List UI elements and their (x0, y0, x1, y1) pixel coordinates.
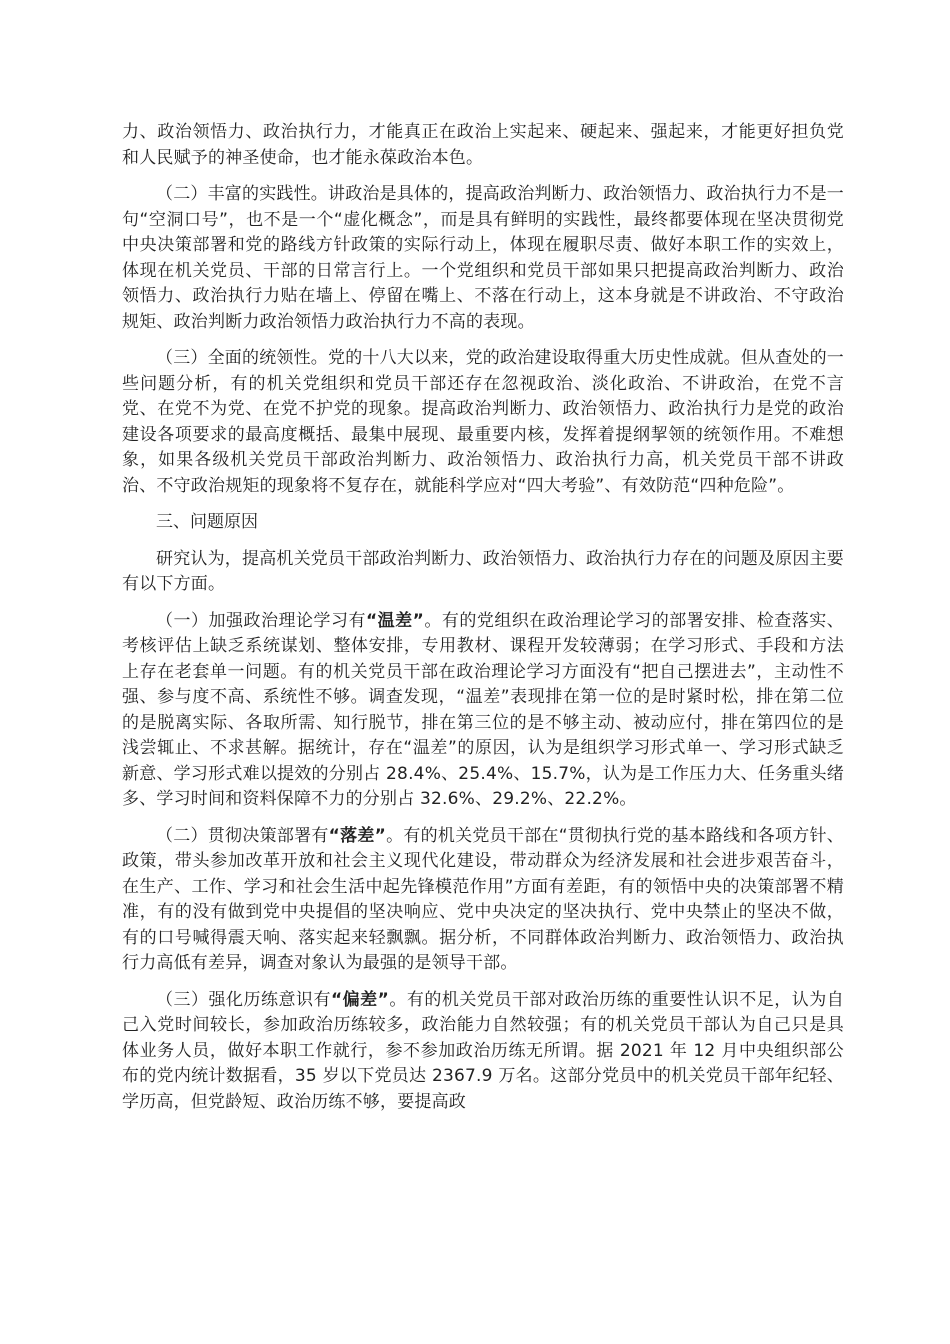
paragraph-implementation-gap (122, 824, 844, 977)
section-heading-causes: 三、问题原因 (156, 512, 258, 532)
paragraph-lead: （二）贯彻决策部署有 (156, 825, 329, 846)
paragraph-temperature-gap (122, 609, 844, 813)
paragraph-continuation: 力、政治领悟力、政治执行力，才能真正在政治上实起来、硬起来、强起来，才能更好担负党和人民赋予的神圣使命，也才能永葆政治本色。 (122, 122, 844, 168)
paragraph-research-intro: 研究认为，提高机关党员干部政治判断力、政治领悟力、政治执行力存在的问题及原因主要有以下方面。 (122, 548, 844, 594)
paragraph-training-gap (122, 988, 844, 1116)
paragraph-body: 。有的党组织在政治理论学习的部署安排、检查落实、考核评估上缺乏系统谋划、整体安排，专用教材、课程开发较薄弱；在学习形式、手段和方法上存在老套单一问题。有的机关党员干部在政治理论学习方面没有“把自己摆进去”，主动性不强、参与度不高、系统性不够。调查发现，“温差”表现排在第一位的是时紧时松，排在第二位的是脱离实际、各取所需、知行脱节，排在第三位的是不够主动、被动应付，排在第四位的是浅尝辄止、不求甚解。据统计，存在“温差”的原因，认为是组织学习形式单一、学习形式缺乏新意、学习形式难以提效的分别占 28.4%、25.4%、15.7%，认为是工作压力大、任务重头绪多、学习时间和资料保障不力的分别占 32.6%、29.2%、22.2%。 (122, 610, 844, 809)
paragraph-leadership: （三）全面的统领性。党的十八大以来，党的政治建设取得重大历史性成就。但从查处的一些问题分析，有的机关党组织和党员干部还存在忽视政治、淡化政治、不讲政治，在党不言党、在党不为党、在党不护党的现象。提高政治判断力、政治领悟力、政治执行力是党的政治建设各项要求的最高度概括、最集中展现、最重要内核，发挥着提纲挈领的统领作用。不难想象，如果各级机关党员干部政治判断力、政治领悟力、政治执行力高，机关党员干部不讲政治、不守政治规矩的现象将不复存在，就能科学应对“四大考验”、有效防范“四种危险”。 (122, 348, 844, 496)
emphasis-term: “落差” (328, 825, 386, 846)
paragraph-practicality: （二）丰富的实践性。讲政治是具体的，提高政治判断力、政治领悟力、政治执行力不是一句“空洞口号”，也不是一个“虚化概念”，而是具有鲜明的实践性，最终都要体现在坚决贯彻党中央决策部署和党的路线方针政策的实际行动上，体现在履职尽责、做好本职工作的实效上，体现在机关党员、干部的日常言行上。一个党组织和党员干部如果只把提高政治判断力、政治领悟力、政治执行力贴在墙上、停留在嘴上、不落在行动上，这本身就是不讲政治、不守政治规矩、政治判断力政治领悟力政治执行力不高的表现。 (122, 184, 844, 332)
paragraph-body: 。有的机关党员干部在“贯彻执行党的基本路线和各项方针、政策，带头参加改革开放和社会主义现代化建设，带动群众为经济发展和社会进步艰苦奋斗，在生产、工作、学习和社会生活中起先锋模范作用”方面有差距，有的领悟中央的决策部署不精准，有的没有做到党中央提倡的坚决响应、党中央决定的坚决执行、党中央禁止的坚决不做，有的口号喊得震天响、落实起来轻飘飘。据分析，不同群体政治判断力、政治领悟力、政治执行力高低有差异，调查对象认为最强的是领导干部。 (122, 825, 844, 973)
emphasis-term: “偏差” (330, 989, 390, 1010)
paragraph-body: 。有的机关党员干部对政治历练的重要性认识不足，认为自己入党时间较长，参加政治历练较多，政治能力自然较强；有的机关党员干部认为自己只是具体业务人员，做好本职工作就行，参不参加政治历练无所谓。据 2021 年 12 月中央组织部公布的党内统计数据看，35 岁以下党员达 2367.9 万名。这部分党员中的机关党员干部年纪轻、学历高，但党龄短、政治历练不够，要提高政 (122, 989, 844, 1112)
paragraph-lead: （一）加强政治理论学习有 (156, 610, 366, 631)
document-page (122, 120, 844, 1126)
emphasis-term: “温差” (365, 610, 425, 631)
paragraph-lead: （三）强化历练意识有 (156, 989, 331, 1010)
